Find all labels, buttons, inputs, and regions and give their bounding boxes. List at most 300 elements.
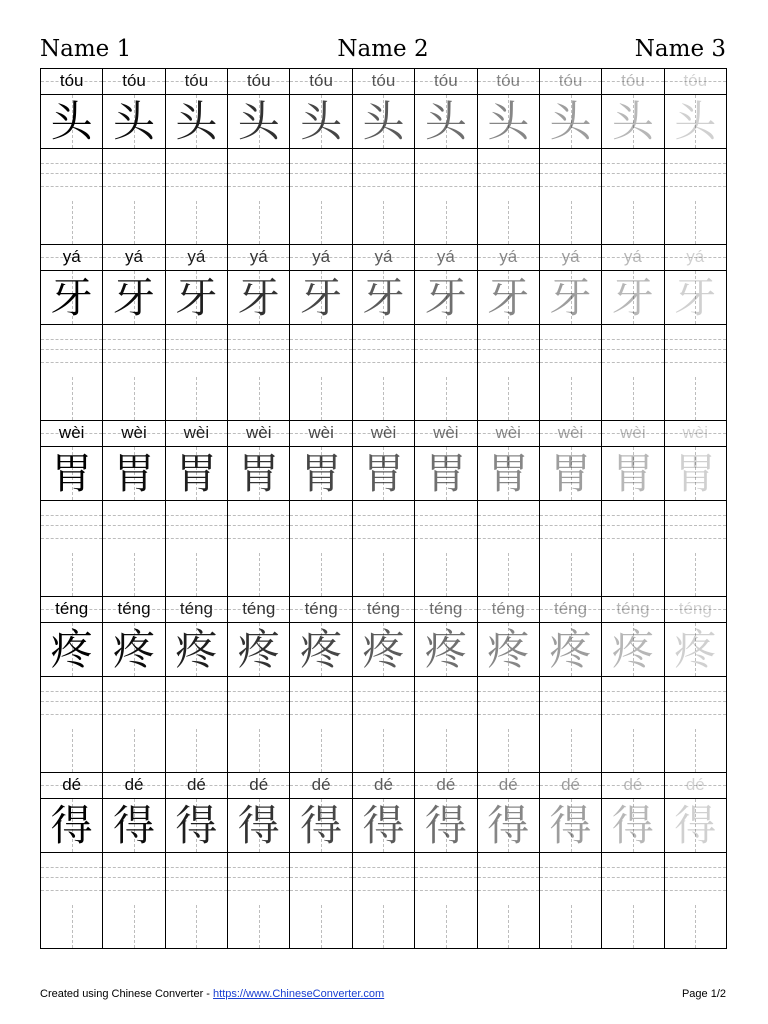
hanzi-text: 疼 (674, 625, 717, 674)
hanzi-text: 牙 (424, 273, 467, 322)
pinyin-guide-line (41, 173, 102, 174)
pinyin-guide-line (665, 186, 726, 187)
pinyin-guide-line (290, 714, 351, 715)
center-guide-line (259, 905, 260, 948)
pinyin-guide-line (478, 890, 539, 891)
hanzi-cell (540, 623, 602, 677)
pinyin-cell (415, 421, 477, 447)
center-guide-line (321, 553, 322, 596)
pinyin-guide-line (103, 867, 164, 868)
center-guide-line (695, 553, 696, 596)
pinyin-cell (415, 597, 477, 623)
pinyin-guide-line (41, 362, 102, 363)
center-guide-line (134, 553, 135, 596)
blank-practice-row (41, 677, 727, 773)
pinyin-text: téng (491, 599, 525, 618)
hanzi-cell (665, 447, 727, 501)
pinyin-guide-line (478, 538, 539, 539)
pinyin-guide-line (353, 538, 414, 539)
hanzi-row (41, 623, 727, 677)
pinyin-guide-line (665, 538, 726, 539)
hanzi-text: 得 (674, 801, 717, 850)
pinyin-cell (665, 597, 727, 623)
hanzi-text: 胃 (50, 449, 93, 498)
blank-cell (353, 853, 415, 949)
pinyin-text: tóu (434, 71, 458, 90)
blank-cell (228, 853, 290, 949)
hanzi-cell (290, 623, 352, 677)
pinyin-cell (415, 245, 477, 271)
hanzi-text: 得 (237, 801, 280, 850)
hanzi-cell (228, 447, 290, 501)
pinyin-guide-line (41, 525, 102, 526)
hanzi-cell (353, 447, 415, 501)
blank-cell (415, 501, 477, 597)
pinyin-text: dé (374, 775, 393, 794)
pinyin-guide-line (290, 691, 351, 692)
center-guide-line (259, 377, 260, 420)
blank-cell (665, 677, 727, 773)
name-2-label: Name 2 (337, 36, 429, 62)
pinyin-guide-line (166, 163, 227, 164)
hanzi-text: 头 (175, 97, 218, 146)
pinyin-text: wèi (370, 423, 397, 442)
pinyin-guide-line (166, 701, 227, 702)
pinyin-guide-line (103, 701, 164, 702)
pinyin-guide-line (415, 877, 476, 878)
pinyin-guide-line (478, 173, 539, 174)
hanzi-text: 得 (300, 801, 343, 850)
pinyin-guide-line (290, 525, 351, 526)
center-guide-line (321, 377, 322, 420)
hanzi-cell (665, 95, 727, 149)
pinyin-cell (228, 69, 290, 95)
hanzi-text: 头 (424, 97, 467, 146)
pinyin-guide-line (415, 691, 476, 692)
blank-practice-row (41, 325, 727, 421)
pinyin-guide-line (478, 525, 539, 526)
hanzi-cell (290, 271, 352, 325)
pinyin-guide-line (478, 701, 539, 702)
hanzi-cell (166, 95, 228, 149)
pinyin-guide-line (665, 349, 726, 350)
center-guide-line (196, 377, 197, 420)
hanzi-text: 头 (50, 97, 93, 146)
pinyin-cell (103, 421, 165, 447)
pinyin-guide-line (540, 525, 601, 526)
pinyin-guide-line (478, 339, 539, 340)
pinyin-cell (540, 245, 602, 271)
pinyin-cell (665, 773, 727, 799)
pinyin-guide-line (166, 867, 227, 868)
pinyin-guide-line (353, 714, 414, 715)
character-block (41, 245, 727, 421)
pinyin-cell (290, 245, 352, 271)
pinyin-guide-line (103, 339, 164, 340)
pinyin-text: yá (561, 247, 580, 266)
pinyin-text: téng (366, 599, 401, 618)
hanzi-text: 疼 (611, 625, 654, 674)
center-guide-line (383, 553, 384, 596)
pinyin-guide-line (166, 349, 227, 350)
pinyin-cell (353, 773, 415, 799)
hanzi-text: 得 (175, 801, 218, 850)
pinyin-guide-line (166, 691, 227, 692)
center-guide-line (196, 553, 197, 596)
pinyin-guide-line (540, 691, 601, 692)
center-guide-line (571, 729, 572, 772)
center-guide-line (383, 905, 384, 948)
pinyin-text: tóu (496, 71, 521, 90)
pinyin-cell (290, 69, 352, 95)
practice-grid (40, 68, 727, 949)
hanzi-cell (41, 271, 103, 325)
pinyin-cell (103, 773, 165, 799)
pinyin-guide-line (665, 163, 726, 164)
pinyin-guide-line (665, 890, 726, 891)
pinyin-guide-line (602, 515, 663, 516)
pinyin-cell (478, 245, 540, 271)
pinyin-cell (665, 69, 727, 95)
center-guide-line (446, 201, 447, 244)
pinyin-guide-line (353, 525, 414, 526)
character-block (41, 773, 727, 949)
pinyin-cell (353, 597, 415, 623)
pinyin-row (41, 773, 727, 799)
blank-cell (540, 853, 602, 949)
pinyin-guide-line (415, 186, 476, 187)
pinyin-text: yá (62, 247, 81, 266)
pinyin-text: tóu (184, 71, 209, 90)
hanzi-row (41, 447, 727, 501)
pinyin-guide-line (290, 186, 351, 187)
pinyin-cell (602, 773, 664, 799)
hanzi-text: 胃 (175, 449, 218, 498)
hanzi-cell (41, 623, 103, 677)
pinyin-cell (41, 421, 103, 447)
pinyin-cell (540, 421, 602, 447)
pinyin-guide-line (665, 867, 726, 868)
pinyin-guide-line (228, 877, 289, 878)
center-guide-line (72, 905, 73, 948)
pinyin-guide-line (41, 877, 102, 878)
page-number: Page 1/2 (681, 988, 726, 1000)
hanzi-text: 疼 (424, 625, 467, 674)
blank-cell (602, 677, 664, 773)
center-guide-line (196, 905, 197, 948)
pinyin-guide-line (166, 515, 227, 516)
hanzi-cell (41, 95, 103, 149)
pinyin-guide-line (540, 362, 601, 363)
blank-cell (665, 149, 727, 245)
pinyin-guide-line (228, 525, 289, 526)
pinyin-cell (540, 597, 602, 623)
pinyin-text: yá (686, 247, 705, 266)
pinyin-guide-line (228, 890, 289, 891)
pinyin-guide-line (540, 867, 601, 868)
pinyin-cell (665, 245, 727, 271)
pinyin-cell (602, 245, 664, 271)
blank-cell (353, 149, 415, 245)
hanzi-cell (166, 623, 228, 677)
hanzi-row (41, 271, 727, 325)
pinyin-guide-line (166, 538, 227, 539)
credit-text: Created using Chinese Converter - (40, 988, 214, 1000)
pinyin-row (41, 245, 727, 271)
center-guide-line (446, 729, 447, 772)
hanzi-cell (353, 95, 415, 149)
hanzi-text: 胃 (424, 449, 467, 498)
hanzi-cell (540, 95, 602, 149)
blank-cell (290, 149, 352, 245)
center-guide-line (508, 729, 509, 772)
pinyin-guide-line (540, 173, 601, 174)
blank-cell (228, 149, 290, 245)
pinyin-guide-line (665, 339, 726, 340)
pinyin-guide-line (166, 877, 227, 878)
pinyin-text: yá (187, 247, 206, 266)
pinyin-guide-line (478, 867, 539, 868)
hanzi-text: 疼 (175, 625, 218, 674)
pinyin-guide-line (103, 691, 164, 692)
pinyin-text: téng (179, 599, 213, 618)
blank-cell (478, 853, 540, 949)
hanzi-cell (602, 799, 664, 853)
center-guide-line (134, 905, 135, 948)
pinyin-text: tóu (309, 71, 333, 90)
hanzi-text: 头 (362, 97, 405, 146)
center-guide-line (508, 377, 509, 420)
pinyin-guide-line (540, 186, 601, 187)
center-guide-line (72, 729, 73, 772)
pinyin-text: wèi (183, 423, 210, 442)
pinyin-cell (228, 597, 290, 623)
hanzi-text: 头 (300, 97, 343, 146)
center-guide-line (633, 729, 634, 772)
pinyin-text: téng (117, 599, 151, 618)
pinyin-text: téng (616, 599, 650, 618)
blank-cell (415, 677, 477, 773)
blank-cell (166, 501, 228, 597)
pinyin-cell (478, 69, 540, 95)
pinyin-guide-line (41, 339, 102, 340)
pinyin-guide-line (41, 890, 102, 891)
hanzi-cell (665, 623, 727, 677)
pinyin-guide-line (228, 701, 289, 702)
hanzi-cell (290, 95, 352, 149)
hanzi-cell (478, 447, 540, 501)
character-block (41, 421, 727, 597)
pinyin-guide-line (540, 890, 601, 891)
pinyin-guide-line (540, 339, 601, 340)
pinyin-cell (665, 421, 727, 447)
hanzi-text: 头 (611, 97, 654, 146)
hanzi-text: 牙 (549, 273, 592, 322)
pinyin-guide-line (415, 515, 476, 516)
pinyin-cell (41, 245, 103, 271)
blank-cell (478, 501, 540, 597)
hanzi-cell (353, 271, 415, 325)
pinyin-text: téng (242, 599, 276, 618)
pinyin-guide-line (602, 691, 663, 692)
pinyin-cell (228, 421, 290, 447)
pinyin-cell (353, 245, 415, 271)
hanzi-text: 得 (487, 801, 530, 850)
footer-credit (40, 988, 384, 1000)
hanzi-text: 胃 (362, 449, 405, 498)
hanzi-cell (103, 95, 165, 149)
pinyin-guide-line (290, 701, 351, 702)
pinyin-guide-line (103, 349, 164, 350)
blank-cell (602, 853, 664, 949)
pinyin-guide-line (415, 701, 476, 702)
pinyin-cell (353, 421, 415, 447)
hanzi-text: 牙 (362, 273, 405, 322)
pinyin-cell (41, 69, 103, 95)
pinyin-text: dé (186, 775, 206, 794)
blank-cell (665, 325, 727, 421)
pinyin-guide-line (353, 186, 414, 187)
pinyin-guide-line (41, 186, 102, 187)
pinyin-cell (166, 773, 228, 799)
pinyin-cell (478, 597, 540, 623)
hanzi-cell (602, 447, 664, 501)
blank-cell (166, 677, 228, 773)
pinyin-cell (415, 69, 477, 95)
pinyin-cell (166, 69, 228, 95)
pinyin-guide-line (228, 691, 289, 692)
hanzi-text: 牙 (175, 273, 218, 322)
blank-practice-row (41, 853, 727, 949)
pinyin-text: wèi (682, 423, 709, 442)
center-guide-line (633, 201, 634, 244)
hanzi-text: 疼 (487, 625, 530, 674)
blank-cell (415, 325, 477, 421)
converter-link[interactable]: https://www.ChineseConverter.com (213, 988, 385, 1000)
pinyin-cell (478, 421, 540, 447)
pinyin-guide-line (415, 362, 476, 363)
hanzi-cell (228, 799, 290, 853)
pinyin-text: téng (429, 599, 463, 618)
pinyin-guide-line (665, 701, 726, 702)
hanzi-cell (228, 271, 290, 325)
center-guide-line (508, 553, 509, 596)
blank-cell (478, 149, 540, 245)
center-guide-line (259, 553, 260, 596)
pinyin-guide-line (41, 349, 102, 350)
pinyin-row (41, 597, 727, 623)
hanzi-text: 牙 (50, 273, 93, 322)
hanzi-cell (602, 95, 664, 149)
pinyin-text: tóu (558, 71, 583, 90)
pinyin-guide-line (41, 538, 102, 539)
pinyin-guide-line (228, 538, 289, 539)
pinyin-guide-line (540, 538, 601, 539)
pinyin-text: tóu (246, 71, 271, 90)
hanzi-text: 牙 (674, 273, 717, 322)
pinyin-cell (41, 597, 103, 623)
hanzi-text: 牙 (611, 273, 654, 322)
pinyin-guide-line (103, 362, 164, 363)
name-3-label: Name 3 (634, 36, 726, 62)
hanzi-text: 胃 (674, 449, 717, 498)
pinyin-guide-line (602, 525, 663, 526)
pinyin-guide-line (665, 515, 726, 516)
blank-cell (166, 853, 228, 949)
pinyin-guide-line (602, 701, 663, 702)
pinyin-guide-line (290, 349, 351, 350)
pinyin-guide-line (602, 186, 663, 187)
hanzi-text: 得 (50, 801, 93, 850)
blank-cell (41, 853, 103, 949)
blank-cell (103, 501, 165, 597)
pinyin-cell (290, 773, 352, 799)
pinyin-guide-line (478, 186, 539, 187)
pinyin-guide-line (353, 362, 414, 363)
hanzi-text: 疼 (300, 625, 343, 674)
blank-cell (290, 325, 352, 421)
pinyin-guide-line (228, 173, 289, 174)
blank-cell (353, 501, 415, 597)
hanzi-cell (602, 623, 664, 677)
hanzi-cell (290, 447, 352, 501)
blank-cell (602, 501, 664, 597)
pinyin-guide-line (415, 890, 476, 891)
pinyin-guide-line (166, 186, 227, 187)
pinyin-guide-line (353, 867, 414, 868)
pinyin-guide-line (540, 163, 601, 164)
pinyin-guide-line (665, 714, 726, 715)
pinyin-guide-line (353, 890, 414, 891)
pinyin-text: yá (125, 247, 144, 266)
pinyin-guide-line (290, 362, 351, 363)
pinyin-guide-line (353, 173, 414, 174)
pinyin-cell (540, 773, 602, 799)
hanzi-text: 得 (362, 801, 405, 850)
hanzi-text: 牙 (487, 273, 530, 322)
blank-cell (602, 325, 664, 421)
blank-cell (540, 677, 602, 773)
blank-cell (166, 325, 228, 421)
pinyin-guide-line (540, 701, 601, 702)
pinyin-cell (353, 69, 415, 95)
blank-cell (41, 677, 103, 773)
hanzi-cell (540, 271, 602, 325)
hanzi-text: 头 (487, 97, 530, 146)
center-guide-line (571, 201, 572, 244)
pinyin-guide-line (290, 538, 351, 539)
hanzi-cell (353, 799, 415, 853)
hanzi-cell (665, 799, 727, 853)
pinyin-text: yá (499, 247, 518, 266)
pinyin-guide-line (166, 714, 227, 715)
pinyin-guide-line (665, 173, 726, 174)
blank-cell (103, 853, 165, 949)
pinyin-guide-line (415, 163, 476, 164)
pinyin-guide-line (665, 691, 726, 692)
pinyin-guide-line (228, 163, 289, 164)
pinyin-guide-line (353, 339, 414, 340)
pinyin-guide-line (41, 691, 102, 692)
pinyin-guide-line (415, 173, 476, 174)
pinyin-guide-line (290, 877, 351, 878)
pinyin-guide-line (41, 714, 102, 715)
pinyin-text: yá (436, 247, 455, 266)
pinyin-guide-line (415, 349, 476, 350)
pinyin-text: wèi (246, 423, 272, 442)
pinyin-guide-line (540, 349, 601, 350)
pinyin-cell (602, 69, 664, 95)
